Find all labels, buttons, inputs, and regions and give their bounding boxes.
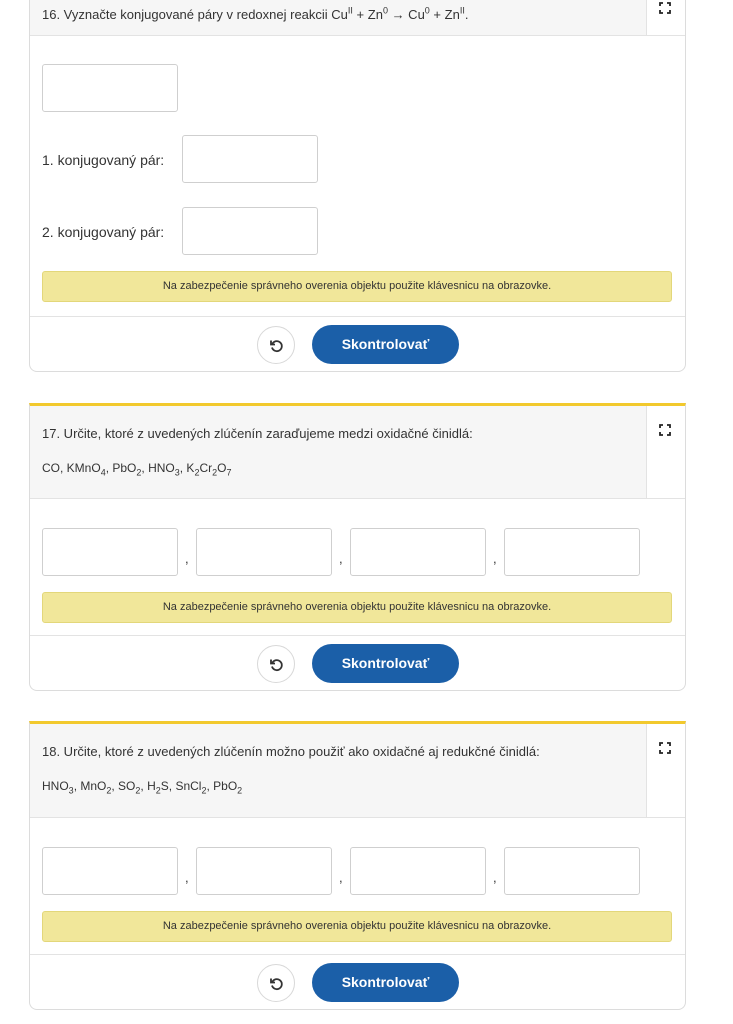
reset-button[interactable]: [257, 964, 295, 1002]
oxidation-state: 0: [382, 5, 388, 16]
answer-box-4[interactable]: [504, 847, 640, 895]
comma-separator: ,: [339, 551, 343, 566]
formula-list: [30, 759, 685, 796]
subscript: 3: [174, 467, 180, 478]
question-footer: [30, 954, 685, 1010]
comma-separator: ,: [493, 870, 497, 885]
comma-separator: ,: [493, 551, 497, 566]
subscript: 2: [106, 785, 112, 796]
answer-box-1[interactable]: [42, 528, 178, 576]
subscript: 4: [100, 467, 106, 478]
pair-1-label: 1. konjugovaný pár:: [42, 152, 165, 168]
rotate-ccw-icon: [269, 657, 285, 673]
expand-corners-icon[interactable]: [659, 742, 671, 754]
expand-corners-icon[interactable]: [659, 424, 671, 436]
answer-box-1[interactable]: [42, 847, 178, 895]
oxidation-state: 0: [424, 5, 430, 16]
rotate-ccw-icon: [269, 338, 285, 354]
header-side: [647, 406, 685, 498]
answer-box[interactable]: [42, 64, 178, 112]
answer-box-4[interactable]: [504, 528, 640, 576]
question-header: [30, 406, 685, 499]
formula-part: , PbO: [206, 779, 238, 793]
subscript: 3: [68, 785, 74, 796]
question-footer: [30, 316, 685, 372]
oxidation-state: II: [347, 5, 353, 16]
question-text-part: .: [464, 7, 469, 22]
subscript: 2: [155, 785, 161, 796]
answer-box-2[interactable]: [196, 528, 332, 576]
question-footer: [30, 635, 685, 691]
question-text-part: + Zn: [429, 7, 460, 22]
question-header: [30, 724, 685, 818]
keyboard-notice: Na zabezpečenie správneho overenia objektu použite klávesnicu na obrazovke.: [42, 911, 672, 942]
question-text-part: + Zn: [352, 7, 383, 22]
question-header: [30, 0, 685, 36]
pair-2-label: 2. konjugovaný pár:: [42, 224, 165, 240]
comma-separator: ,: [185, 551, 189, 566]
check-button[interactable]: Skontrolovať: [312, 325, 459, 364]
subscript: 2: [201, 785, 207, 796]
keyboard-notice: Na zabezpečenie správneho overenia objektu použite klávesnicu na obrazovke.: [42, 271, 672, 302]
question-text-part: 16. Vyznačte konjugované páry v redoxnej reakcii Cu: [42, 7, 348, 22]
expand-corners-icon[interactable]: [659, 2, 671, 14]
header-side: [647, 724, 685, 817]
comma-separator: ,: [185, 870, 189, 885]
formula-part: , HNO: [141, 461, 175, 475]
formula-part: CO, KMnO: [42, 461, 101, 475]
subscript: 2: [237, 785, 243, 796]
formula-list: [30, 441, 685, 478]
pair-2-box[interactable]: [182, 207, 318, 255]
check-button[interactable]: Skontrolovať: [312, 963, 459, 1002]
question-text: 18. Určite, ktoré z uvedených zlúčenín možno použiť ako oxidačné aj redukčné činidlá:: [42, 744, 540, 759]
formula-part: , H: [140, 779, 156, 793]
check-button[interactable]: Skontrolovať: [312, 644, 459, 683]
formula-part: Cr: [199, 461, 213, 475]
question-card-17: [29, 403, 686, 691]
formula-part: S, SnCl: [160, 779, 202, 793]
formula-part: , PbO: [105, 461, 137, 475]
answer-box-2[interactable]: [196, 847, 332, 895]
formula-part: , SO: [111, 779, 136, 793]
formula-part: O: [217, 461, 227, 475]
answer-box-3[interactable]: [350, 847, 486, 895]
subscript: 2: [212, 467, 218, 478]
subscript: 2: [194, 467, 200, 478]
rotate-ccw-icon: [269, 976, 285, 992]
keyboard-notice: Na zabezpečenie správneho overenia objektu použite klávesnicu na obrazovke.: [42, 592, 672, 623]
formula-part: , K: [179, 461, 195, 475]
formula-part: , MnO: [73, 779, 107, 793]
subscript: 2: [136, 467, 142, 478]
answer-box-3[interactable]: [350, 528, 486, 576]
comma-separator: ,: [339, 870, 343, 885]
subscript: 7: [226, 467, 232, 478]
oxidation-state: II: [459, 5, 465, 16]
pair-1-box[interactable]: [182, 135, 318, 183]
reset-button[interactable]: [257, 326, 295, 364]
question-text: 17. Určite, ktoré z uvedených zlúčenín zaraďujeme medzi oxidačné činidlá:: [42, 426, 473, 441]
question-text-part: → Cu: [387, 7, 425, 22]
question-card-16: [29, 0, 686, 372]
formula-part: HNO: [42, 779, 69, 793]
subscript: 2: [135, 785, 141, 796]
question-text: [30, 0, 685, 22]
reset-button[interactable]: [257, 645, 295, 683]
question-card-18: [29, 721, 686, 1010]
